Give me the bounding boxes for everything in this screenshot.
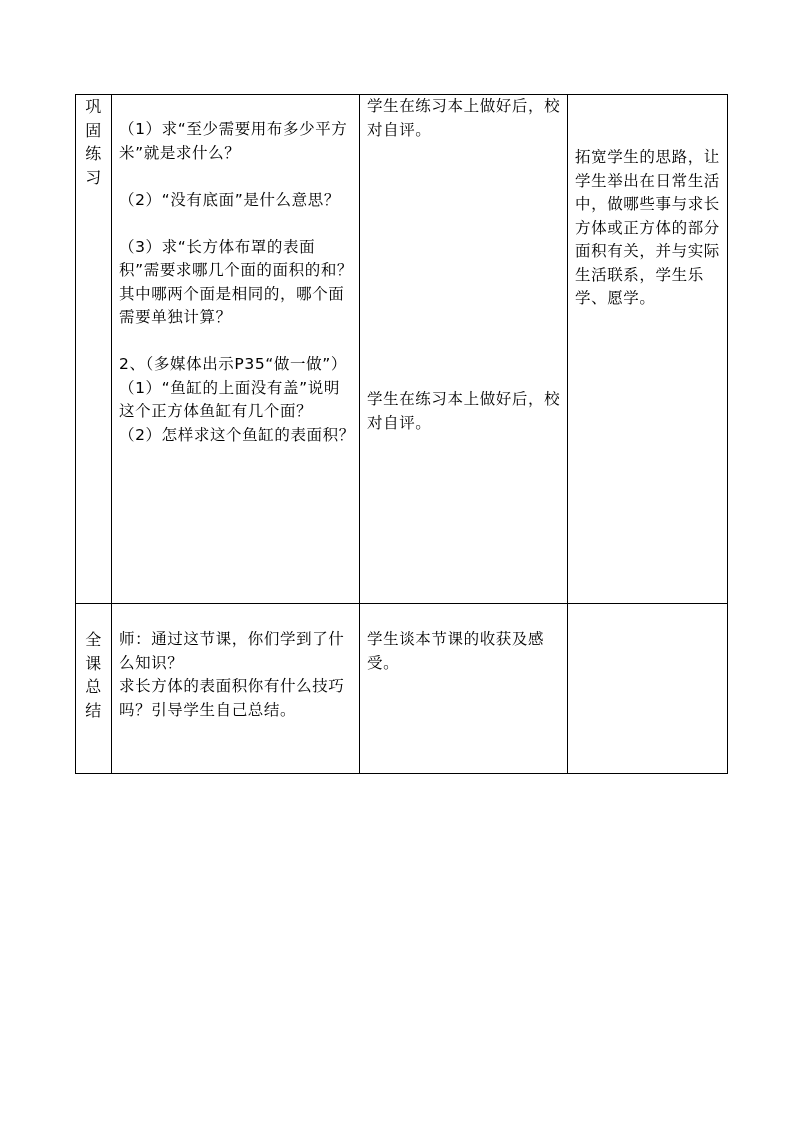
stage-cell [76,95,112,604]
question-text: （1）“鱼缸的上面没有盖”说明这个正方体鱼缸有几个面？ [119,378,340,420]
teacher-text: 求长方体的表面积你有什么技巧吗？引导学生自己总结。 [119,677,345,719]
design-intent-cell [568,95,728,604]
stage-label [76,95,111,189]
stage-label [76,604,111,722]
student-activity-cell [360,95,568,604]
table-row [76,604,728,774]
question-text: （2）“没有底面”是什么意思？ [119,190,340,209]
student-activity-cell [360,604,568,774]
stage-cell [76,604,112,774]
stage-char: 全 [85,630,102,649]
teacher-activity-cell [112,604,360,774]
student-activity-text: 学生谈本节课的收获及感受。 [367,630,545,672]
student-activity-text: 学生在练习本上做好后，校对自评。 [367,97,561,139]
stage-char: 巩 [85,97,102,116]
table-row [76,95,728,604]
stage-char: 总 [85,677,102,696]
question-text: （3）求“长方体布罩的表面积”需要求哪几个面的面积的和？其中哪两个面是相同的，哪个面需要单独计算？ [119,237,354,326]
student-activity-text: 学生在练习本上做好后，校对自评。 [367,390,561,432]
design-intent-cell [568,604,728,774]
teacher-text: 师：通过这节课，你们学到了什么知识？ [119,630,345,672]
stage-char: 习 [85,167,102,187]
stage-char: 固 [85,120,102,140]
exercise-heading: 2、（多媒体出示P35“做一做”） [119,355,347,373]
design-intent-text: 拓宽学生的思路，让学生举出在日常生活中，做哪些事与求长方体或正方体的部分面积有关，并与实际生活联系，学生乐学、愿学。 [575,148,720,307]
question-text: （1）求“至少需要用布多少平方米”就是求什么？ [119,120,348,162]
teacher-activity-cell [112,95,360,604]
stage-char: 练 [85,144,102,163]
stage-char: 课 [85,653,102,673]
question-text: （2）怎样求这个鱼缸的表面积？ [119,425,355,444]
stage-char: 结 [85,700,102,720]
lesson-plan-table [75,94,728,774]
